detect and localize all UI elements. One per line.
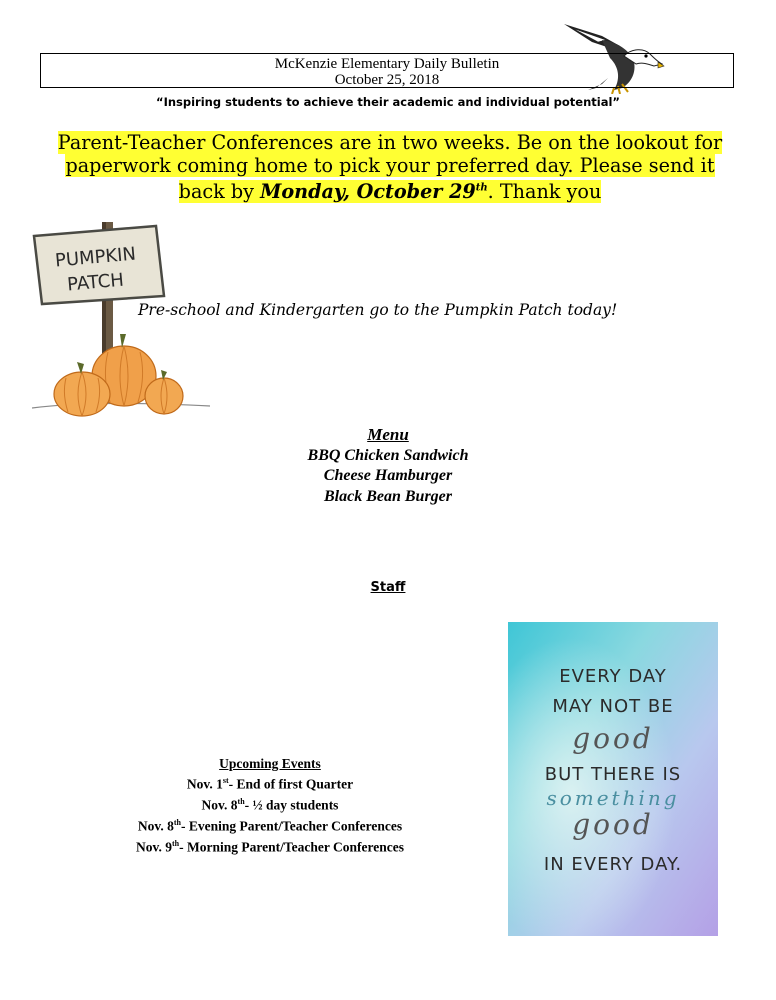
sign-text-2: PATCH <box>66 269 125 296</box>
menu-item: Cheese Hamburger <box>323 467 453 484</box>
announcement-line-1: Parent-Teacher Conferences are in two weeks. Be on the lookout for <box>57 131 723 154</box>
inspirational-quote-poster <box>508 622 718 936</box>
menu-item: BBQ Chicken Sandwich <box>307 446 469 464</box>
menu-title: Menu <box>367 425 409 444</box>
announcement-line-2: paperwork coming home to pick your preferred day. Please send it <box>65 154 715 177</box>
menu-item: Black Bean Burger <box>323 487 452 505</box>
event-item: Nov. 8th- Evening Parent/Teacher Conferences <box>137 818 403 834</box>
event-item: Nov. 1st- End of first Quarter <box>186 776 354 792</box>
pumpkin-right <box>145 378 183 414</box>
conference-announcement <box>40 131 740 203</box>
quote-script-3: good <box>572 808 654 841</box>
quote-script-2: something <box>546 786 680 810</box>
quote-script-1: good <box>572 722 654 755</box>
quote-line-1: EVERY DAY <box>559 666 667 687</box>
events-title: Upcoming Events <box>219 756 321 771</box>
quote-line-4: IN EVERY DAY. <box>543 854 683 875</box>
upcoming-events <box>100 755 440 856</box>
pumpkin-patch-note: Pre-school and Kindergarten go to the Pumpkin Patch today! <box>138 301 618 319</box>
sign-text-1: PUMPKIN <box>54 243 137 272</box>
announcement-line-3: back by Monday, October 29th. Thank you <box>178 180 602 204</box>
return-deadline: Monday, October 29th <box>260 180 488 204</box>
pumpkin-left <box>54 372 110 416</box>
bulletin-date: October 25, 2018 <box>334 72 440 88</box>
bulletin-header <box>40 53 734 88</box>
quote-line-2: MAY NOT BE <box>552 696 674 717</box>
staff-heading: Staff <box>370 580 406 595</box>
lunch-menu <box>0 425 776 507</box>
event-item: Nov. 9th- Morning Parent/Teacher Conferences <box>136 839 404 855</box>
quote-line-3: BUT THERE IS <box>544 764 682 785</box>
bulletin-title: McKenzie Elementary Daily Bulletin <box>274 56 500 72</box>
pumpkin-patch-illustration <box>32 218 212 423</box>
school-motto: “Inspiring students to achieve their academic and individual potential” <box>156 95 620 109</box>
event-item: Nov. 8th- ½ day students <box>201 797 339 813</box>
